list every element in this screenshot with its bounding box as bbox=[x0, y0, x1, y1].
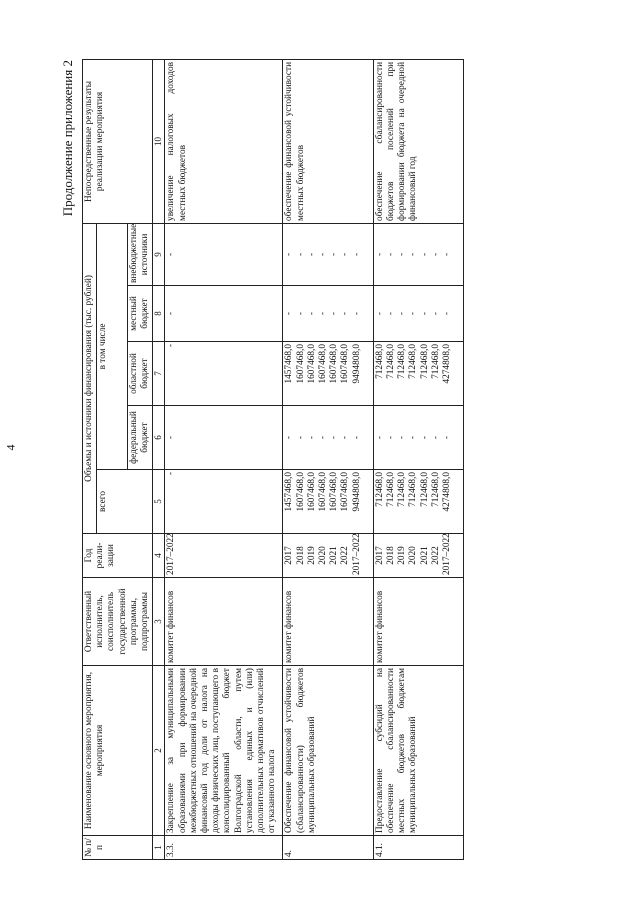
header-num: № п/п bbox=[83, 836, 153, 860]
row-regional-value: 1607468,0 bbox=[329, 344, 340, 384]
header-regional: областной бюджет bbox=[127, 342, 152, 406]
row-result: обеспечение финансовой устойчивости местных бюджетов bbox=[283, 59, 373, 223]
row-years-value: 2022 bbox=[340, 546, 351, 565]
row-years-value: 2017–2022 bbox=[351, 533, 362, 575]
row-years bbox=[283, 534, 373, 578]
row-local-value: - bbox=[329, 311, 340, 316]
row-federal-value: - bbox=[419, 435, 430, 440]
row-extra-value: - bbox=[408, 252, 419, 257]
row-local-value: - bbox=[430, 311, 441, 316]
table-row bbox=[373, 59, 463, 859]
table-row bbox=[165, 59, 283, 859]
row-federal-value: - bbox=[351, 435, 362, 440]
row-responsible: комитет финансов bbox=[283, 578, 373, 666]
row-regional bbox=[165, 342, 283, 406]
row-local-value: - bbox=[374, 311, 385, 316]
row-total-value: 712468,0 bbox=[419, 472, 430, 507]
header-name: Наименование основного мероприятия, мероприятия bbox=[83, 666, 153, 836]
row-total-value: 712468,0 bbox=[408, 472, 419, 507]
col-number: 2 bbox=[153, 666, 165, 836]
row-regional-value: 712468,0 bbox=[374, 344, 385, 379]
row-regional-value: 4274808,0 bbox=[442, 344, 453, 384]
header-federal: федеральный бюджет bbox=[127, 406, 152, 470]
row-extra-value: - bbox=[386, 252, 397, 257]
row-years-value: 2020 bbox=[318, 546, 329, 565]
row-total-value: 712468,0 bbox=[430, 472, 441, 507]
row-federal-value: - bbox=[442, 435, 453, 440]
row-local-value: - bbox=[340, 311, 351, 316]
column-number-row bbox=[153, 59, 165, 859]
row-regional bbox=[283, 342, 373, 406]
table-row bbox=[283, 59, 373, 859]
row-local-value: - bbox=[295, 311, 306, 316]
row-years-value: 2021 bbox=[329, 546, 340, 565]
row-responsible: комитет финансов bbox=[373, 578, 463, 666]
row-name: Обеспечение финансовой устойчивости (сбалансированности) бюджетов муниципальных образований bbox=[283, 666, 373, 836]
col-number: 9 bbox=[153, 223, 165, 285]
row-number: 4. bbox=[283, 836, 373, 860]
col-number: 5 bbox=[153, 470, 165, 534]
row-total bbox=[373, 470, 463, 534]
row-extra-value: - bbox=[430, 252, 441, 257]
row-regional-value: 712468,0 bbox=[419, 344, 430, 379]
row-years-value: 2020 bbox=[408, 546, 419, 565]
row-federal-value: - bbox=[284, 435, 295, 440]
row-years bbox=[373, 534, 463, 578]
row-number: 3.3. bbox=[165, 836, 283, 860]
row-extra-value: - bbox=[329, 252, 340, 257]
row-extra bbox=[165, 223, 283, 285]
row-years-value: 2018 bbox=[386, 546, 397, 565]
row-federal-value: - bbox=[318, 435, 329, 440]
row-local-value: - bbox=[408, 311, 419, 316]
row-total-value: 1607468,0 bbox=[318, 472, 329, 512]
row-total bbox=[165, 470, 283, 534]
col-number: 1 bbox=[153, 836, 165, 860]
header-responsible: Ответственный исполнитель, соисполнитель государственной программы, подпрограммы bbox=[83, 578, 153, 666]
row-total-value: 9494808,0 bbox=[351, 472, 362, 512]
row-local bbox=[373, 286, 463, 342]
col-number: 6 bbox=[153, 406, 165, 470]
row-federal-value: - bbox=[329, 435, 340, 440]
row-federal-value: - bbox=[386, 435, 397, 440]
row-regional-value: 9494808,0 bbox=[351, 344, 362, 384]
row-total-value: 1607468,0 bbox=[329, 472, 340, 512]
row-extra-value: - bbox=[442, 252, 453, 257]
row-extra-value: - bbox=[340, 252, 351, 257]
row-regional-value: 1607468,0 bbox=[340, 344, 351, 384]
row-years-value: 2022 bbox=[430, 546, 441, 565]
page-number: 4 bbox=[3, 444, 18, 451]
row-total-value: 1457468,0 bbox=[284, 472, 295, 512]
row-total-value: 712468,0 bbox=[386, 472, 397, 507]
row-federal bbox=[165, 406, 283, 470]
row-total-value: 712468,0 bbox=[374, 472, 385, 507]
row-extra bbox=[283, 223, 373, 285]
row-federal-value: - bbox=[306, 435, 317, 440]
row-federal-value: - bbox=[430, 435, 441, 440]
row-total-value: 1607468,0 bbox=[295, 472, 306, 512]
row-local-value: - bbox=[386, 311, 397, 316]
row-local bbox=[283, 286, 373, 342]
header-including: в том числе bbox=[97, 223, 128, 469]
row-local-value: - bbox=[419, 311, 430, 316]
col-number: 8 bbox=[153, 286, 165, 342]
row-extra-value: - bbox=[419, 252, 430, 257]
row-result: увеличение налоговых доходов местных бюджетов bbox=[165, 59, 283, 223]
row-extra-value: - bbox=[374, 252, 385, 257]
row-number: 4.1. bbox=[373, 836, 463, 860]
row-years-value: 2017 bbox=[374, 546, 385, 565]
row-local-value: - bbox=[318, 311, 329, 316]
row-total-value: 712468,0 bbox=[397, 472, 408, 507]
row-name: Закрепление за муниципальными образованиями при формировании межбюджетных отношений на очередной финансовый год доли от налога на доходы физических лиц, поступающего в консолидированный бюджет Волгоградской области, путем установления единых и (или) дополнительных нормативов отчислений от указанного налога bbox=[165, 666, 283, 836]
row-total-value: 4274808,0 bbox=[442, 472, 453, 512]
row-local-value: - bbox=[284, 311, 295, 316]
row-extra-value: - bbox=[318, 252, 329, 257]
row-local-value: - bbox=[306, 311, 317, 316]
row-federal-value: - bbox=[166, 435, 177, 440]
row-years-value: 2021 bbox=[419, 546, 430, 565]
row-extra-value: - bbox=[397, 252, 408, 257]
financing-table bbox=[82, 59, 464, 860]
row-regional-value: 712468,0 bbox=[430, 344, 441, 379]
row-years-value: 2017–2022 bbox=[442, 533, 453, 575]
col-number: 4 bbox=[153, 534, 165, 578]
row-regional-value: 712468,0 bbox=[397, 344, 408, 379]
col-number: 7 bbox=[153, 342, 165, 406]
row-regional-value: - bbox=[166, 344, 177, 348]
header-extra: внебюджетные источники bbox=[127, 223, 152, 285]
col-number: 10 bbox=[153, 59, 165, 223]
row-local-value: - bbox=[397, 311, 408, 316]
col-number: 3 bbox=[153, 578, 165, 666]
row-years-value: 2018 bbox=[295, 546, 306, 565]
row-extra-value: - bbox=[295, 252, 306, 257]
header-result: Непосредственные результаты реализации мероприятия bbox=[83, 59, 153, 223]
row-name: Предоставление субсидий на обеспечение сбалансированности местных бюджетов бюджетам муниципальных образований bbox=[373, 666, 463, 836]
row-regional-value: 712468,0 bbox=[408, 344, 419, 379]
row-extra-value: - bbox=[166, 252, 177, 257]
header-local: местный бюджет bbox=[127, 286, 152, 342]
row-years-value: 2017–2022 bbox=[166, 533, 177, 575]
row-regional-value: 1607468,0 bbox=[318, 344, 329, 384]
row-result: обеспечение сбалансированности бюджетов поселений при формировании бюджета на очередной финансовый год bbox=[373, 59, 463, 223]
row-total bbox=[283, 470, 373, 534]
row-regional-value: 1607468,0 bbox=[295, 344, 306, 384]
row-federal bbox=[283, 406, 373, 470]
header-year: Год реали-зации bbox=[83, 534, 153, 578]
row-federal-value: - bbox=[340, 435, 351, 440]
row-federal-value: - bbox=[408, 435, 419, 440]
row-local-value: - bbox=[442, 311, 453, 316]
row-responsible: комитет финансов bbox=[165, 578, 283, 666]
row-extra-value: - bbox=[284, 252, 295, 257]
row-local-value: - bbox=[166, 311, 177, 316]
header-total: всего bbox=[97, 470, 153, 534]
row-extra bbox=[373, 223, 463, 285]
row-years-value: 2017 bbox=[284, 546, 295, 565]
row-years-value: 2019 bbox=[397, 546, 408, 565]
row-regional-value: 1457468,0 bbox=[284, 344, 295, 384]
row-regional bbox=[373, 342, 463, 406]
row-local-value: - bbox=[351, 311, 362, 316]
row-federal-value: - bbox=[374, 435, 385, 440]
row-federal-value: - bbox=[397, 435, 408, 440]
row-total-value: 1607468,0 bbox=[340, 472, 351, 512]
row-federal bbox=[373, 406, 463, 470]
row-years-value: 2019 bbox=[306, 546, 317, 565]
row-total-value: 1607468,0 bbox=[306, 472, 317, 512]
row-local bbox=[165, 286, 283, 342]
row-regional-value: 1607468,0 bbox=[306, 344, 317, 384]
rotated-page bbox=[60, 40, 640, 880]
row-years bbox=[165, 534, 283, 578]
row-regional-value: 712468,0 bbox=[386, 344, 397, 379]
row-extra-value: - bbox=[306, 252, 317, 257]
header-volumes: Объемы и источники финансирования (тыс. рублей) bbox=[83, 223, 97, 533]
appendix-caption: Продолжение приложения 2 bbox=[60, 60, 75, 217]
row-federal-value: - bbox=[295, 435, 306, 440]
row-extra-value: - bbox=[351, 252, 362, 257]
row-total-value: - bbox=[166, 472, 177, 476]
